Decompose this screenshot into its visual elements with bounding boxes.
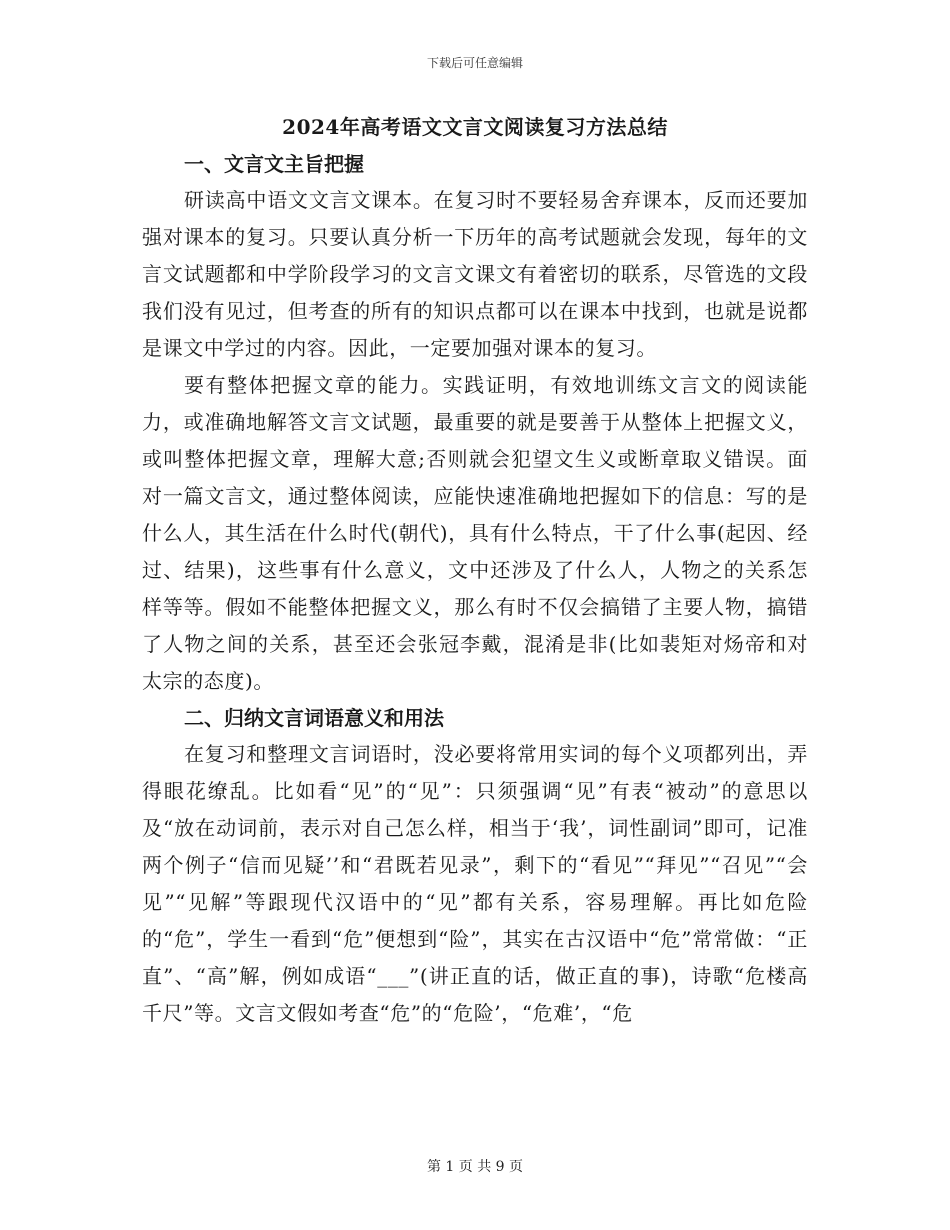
paragraph: 要有整体把握文章的能力。实践证明，有效地训练文言文的阅读能力，或准确地解答文言文试题，最重要的就是要善于从整体上把握文义，或叫整体把握文章，理解大意;否则就会犯望文生义或断章取义错误。面对一篇文言文，通过整体阅读，应能快速准确地把握如下的信息：写的是什么人，其生活在什么时代(朝代)，具有什么特点，干了什么事(起因、经过、结果)，这些事有什么意义，文中还涉及了什么人，人物之的关系怎样等等。假如不能整体把握文义，那么有时不仅会搞错了主要人物，搞错了人物之间的关系，甚至还会张冠李戴，混淆是非(比如裴矩对炀帝和对太宗的态度)。 [142,373,808,693]
section-heading-2: 二、归纳文言词语意义和用法 [184,706,444,730]
paragraph: 在复习和整理文言词语时，没必要将常用实词的每个义项都列出，弄得眼花缭乱。比如看“见”的“见”：只须强调“见”有表“被动”的意思以及“放在动词前，表示对自己怎么样，相当于‘我’，词性副词”即可，记准两个例子“信而见疑’’和“君既若见录”，剩下的“看见”“拜见”“召见”“会见”“见解”等跟现代汉语中的“见”都有关系，容易理解。再比如危险的“危”，学生一看到“危”便想到“险”，其实在古汉语中“危”常常做：“正直”、“高”解，例如成语“___”(讲正直的话，做正直的事)，诗歌“危楼高千尺”等。文言文假如考查“危”的“危险’，“危难’，“危 [142,742,808,1025]
document-body [142,108,808,1032]
section-heading-1: 一、文言文主旨把握 [184,152,364,176]
paragraph: 研读高中语文文言文课本。在复习时不要轻易舍弃课本，反而还要加强对课本的复习。只要认真分析一下历年的高考试题就会发现，每年的文言文试题都和中学阶段学习的文言文课文有着密切的联系，尽管选的文段我们没有见过，但考查的所有的知识点都可以在课本中找到，也就是说都是课文中学过的内容。因此，一定要加强对课本的复习。 [142,188,808,360]
page-header-note: 下载后可任意编辑 [426,56,523,70]
page-number: 第 1 页 共 9 页 [426,1159,524,1175]
document-title: 2024年高考语文文言文阅读复习方法总结 [282,115,668,139]
